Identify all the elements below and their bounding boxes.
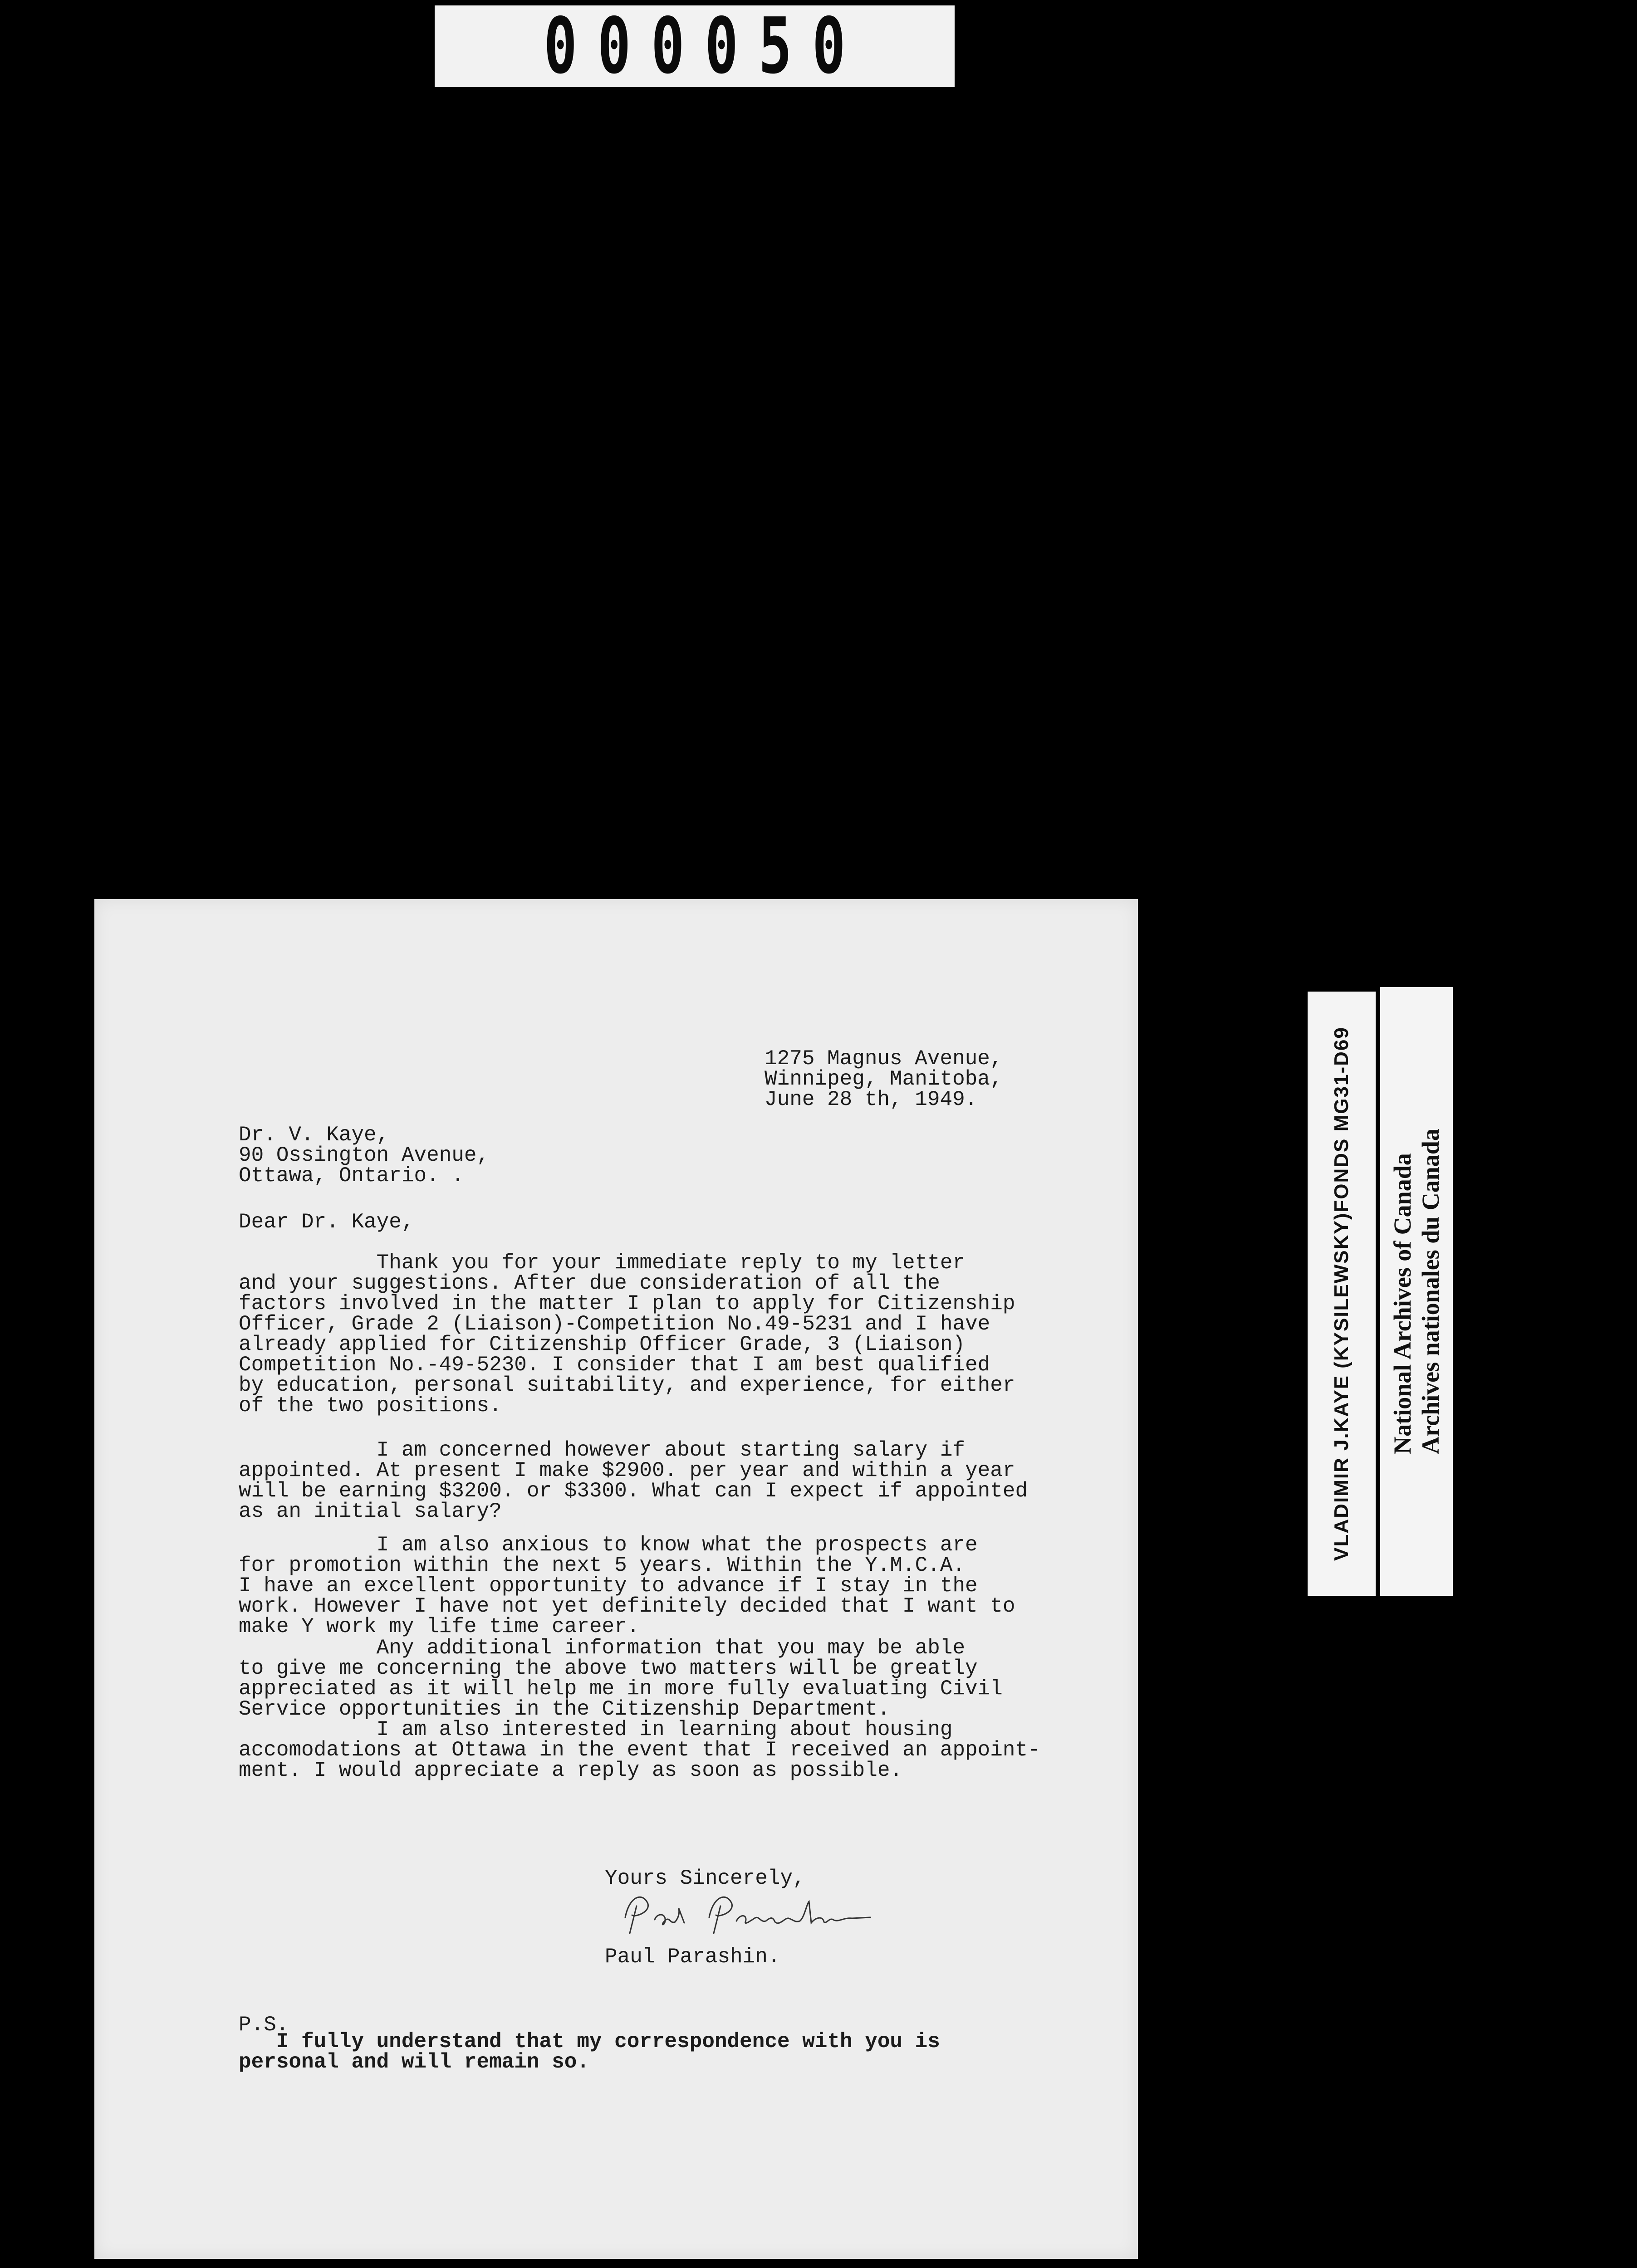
closing: Yours Sincerely, xyxy=(605,1867,805,1890)
frame-number-strip xyxy=(435,1,955,91)
archives-label-text xyxy=(1388,1129,1445,1454)
postscript-label: P.S. xyxy=(239,2013,289,2037)
letter-paragraph: I am also interested in learning about housing accomodations at Ottawa in the event that I received an appoint- ment. I would appreciate a reply as soon as possible. xyxy=(239,1718,1040,1782)
archives-label xyxy=(1380,987,1453,1596)
handwritten-signature xyxy=(616,1886,897,1940)
salutation: Dear Dr. Kaye, xyxy=(239,1210,414,1234)
archives-name-en: National Archives of Canada xyxy=(1389,1153,1416,1454)
letter-page xyxy=(94,899,1138,2259)
fonds-label-text: VLADIMIR J.KAYE (KYSILEWSKY)FONDS MG31-D69 xyxy=(1330,1026,1353,1561)
fonds-label xyxy=(1308,992,1376,1596)
frame-number: 000050 xyxy=(544,1,866,91)
recipient-address: Dr. V. Kaye, 90 Ossington Avenue, Ottawa, Ontario. . xyxy=(239,1123,490,1188)
letter-paragraph: Any additional information that you may be able to give me concerning the above two matters will be greatly appreciated as it will help me in more fully evaluating Civil Service opportunities in the Citizenship Department. xyxy=(239,1636,1003,1721)
letter-paragraph: I am also anxious to know what the prospects are for promotion within the next 5 years. Within the Y.M.C.A. I have an excellent opportunity to advance if I stay in the work. However I have not yet definitely decided that I want to make Y work my life time career. xyxy=(239,1533,1015,1638)
sender-address: 1275 Magnus Avenue, Winnipeg, Manitoba, June 28 th, 1949. xyxy=(765,1047,1003,1111)
archives-name-fr: Archives nationales du Canada xyxy=(1417,1129,1444,1454)
signer-name: Paul Parashin. xyxy=(605,1945,780,1969)
letter-paragraph: I am concerned however about starting salary if appointed. At present I make $2900. per year and within a year will be earning $3200. or $3300. What can I expect if appointed as an initial salary? xyxy=(239,1438,1028,1523)
postscript-text: I fully understand that my correspondence with you is personal and will remain so. xyxy=(239,2030,940,2074)
letter-paragraph: Thank you for your immediate reply to my letter and your suggestions. After due consideration of all the factors involved in the matter I plan to apply for Citizenship Officer, Grade 2 (Liaison)-Competition No.49-5231 and I have already applied for Citizenship Officer Grade, 3 (Liaison) Competition No.-49-5230. I consider that I am best qualified by education, personal suitability, and experience, for either of the two positions. xyxy=(239,1251,1015,1418)
